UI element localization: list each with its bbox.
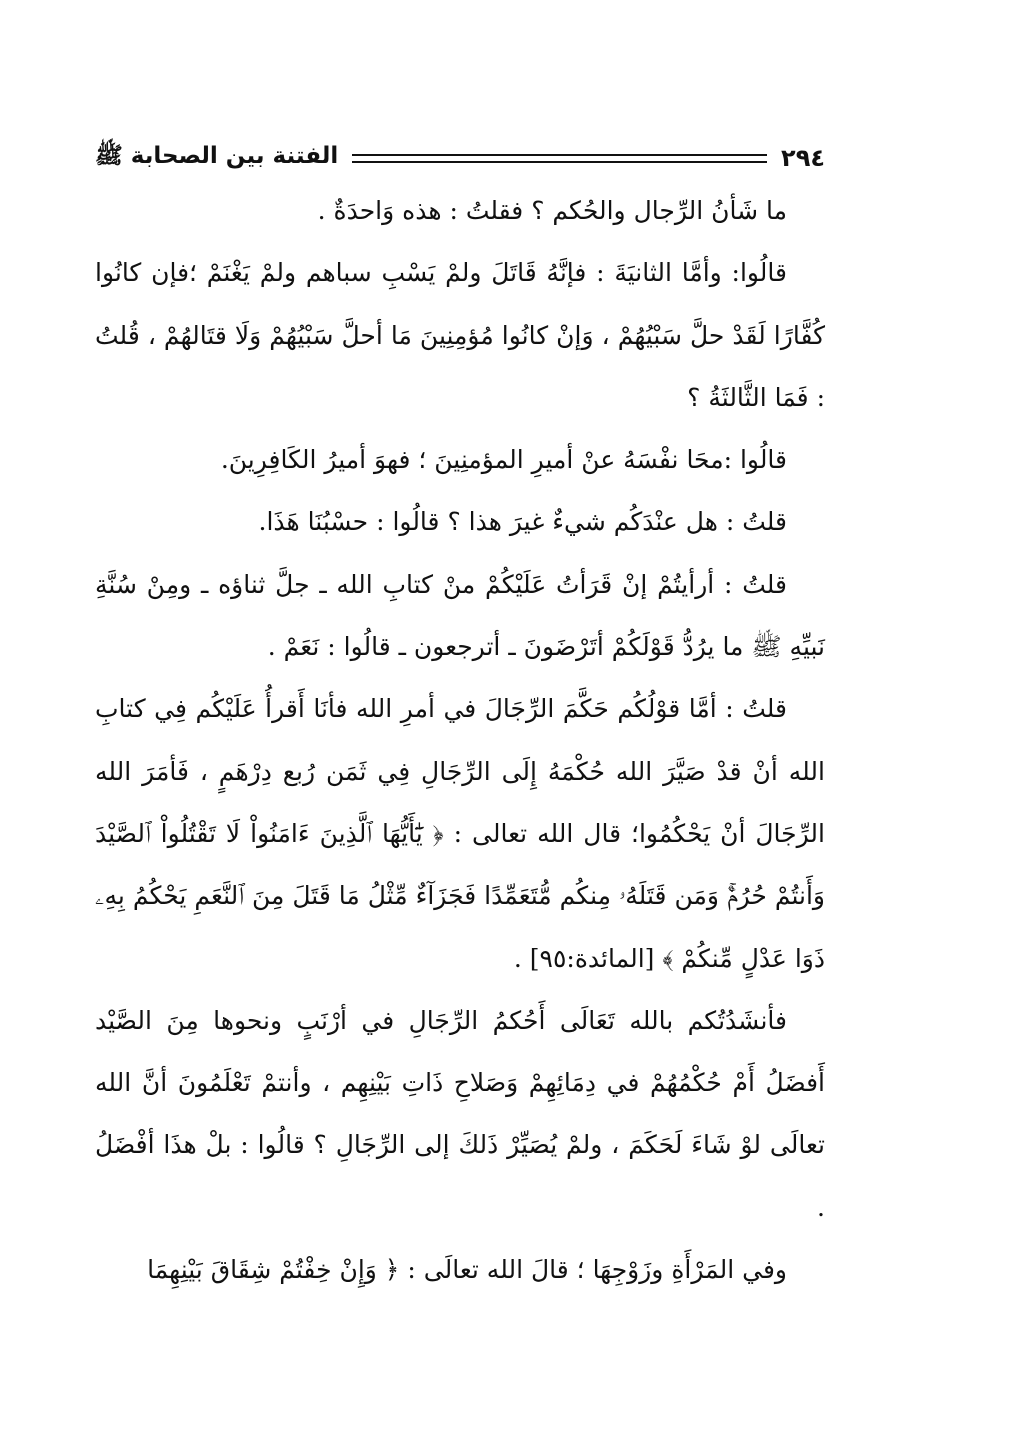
page-number: ٢٩٤ [781, 144, 825, 172]
book-page [95, 138, 825, 1301]
paragraph-3: قالُوا :محَا نفْسَهُ عنْ أميرِ المؤمنِينَ ؛ فهوَ أميرُ الكَافِرِينَ. [220, 445, 787, 475]
paragraph-4: قلتُ : هل عنْدَكُم شيءٌ غيرَ هذا ؟ قالُوا : حسْبُنَا هَذَا. [258, 507, 787, 537]
paragraph-5: قلتُ : أرأيتُمْ إنْ قَرَأتُ عَلَيْكُمْ منْ كتابِ الله ـ جلَّ ثناؤه ـ ومِنْ سُنَّةِ نَبيِّهِ ﷺ ما يرُدُّ قَوْلَكُمْ أتَرْضَونَ ـ أترجعون ـ قالُوا : نَعَمْ . [95, 569, 825, 662]
running-header [95, 138, 825, 178]
header-rule [352, 154, 767, 163]
paragraph-6: قلتُ : أمَّا قوْلُكُم حَكَّمَ الرِّجَالَ في أمرِ الله فأنَا أَقرأُ عَلَيْكُم فِي كتابِ الله أنْ قدْ صَيَّرَ الله حُكْمَهُ إِلَى الرِّجَالِ فِي ثَمَن رُبع دِرْهَمٍ ، فَأمَرَ الله الرِّجَالَ أنْ يَحْكُمُوا؛ قال الله تعالى : ﴿ يَٰٓأَيُّهَا ٱلَّذِينَ ءَامَنُواْ لَا تَقْتُلُواْ ٱلصَّيْدَ وَأَنتُمْ حُرُمٌۚ وَمَن قَتَلَهُۥ مِنكُم مُّتَعَمِّدًا فَجَزَآءٌ مِّثْلُ مَا قَتَلَ مِنَ ٱلنَّعَمِ يَحْكُمُ بِهِۦ ذَوَا عَدْلٍ مِّنكُمْ ﴾ [المائدة:٩٥] . [95, 694, 825, 973]
paragraph-8: وفي المَرْأَةِ وزَوْجِهَا ؛ قالَ الله تعالَى : ﴿ وَإِنْ خِفْتُمْ شِقَاقَ بَيْنِهِمَا [147, 1255, 787, 1285]
paragraph-1: ما شَأنُ الرِّجال والحُكم ؟ فقلتُ : هذه وَاحدَةٌ . [317, 196, 787, 225]
paragraph-2: قالُوا: وأمَّا الثانيَةَ : فإنَّهُ قَاتَلَ ولمْ يَسْبِ سباهم ولمْ يَغْنَمْ ؛فإن كانُوا كُفَّارًا لَقَدْ حلَّ سَبْيُهُمْ ، وَإنْ كانُوا مُؤمِنِينَ مَا أحلَّ سَبْيُهُمْ وَلَا قتَالهُمْ ، قُلتُ : فَمَا الثَّالثَةُ ؟ [95, 258, 825, 412]
paragraph-7: فأنشَدُتُكم بالله تَعَالَى أَحُكمُ الرِّجَالِ في أرْنَبٍ ونحوها مِنَ الصَّيْد أَفضَلُ أَمْ حُكْمُهُمْ في دِمَائِهِمْ وَصَلاحِ ذَاتِ بَيْنِهِم ، وأنتمْ تَعْلَمُونَ أنَّ الله تعالَى لوْ شَاءَ لَحَكَمَ ، ولمْ يُصَيِّرْ ذَلكَ إلى الرِّجَالِ ؟ قالُوا : بلْ هذَا أفْضَلُ . [95, 1005, 825, 1222]
body-text [95, 180, 825, 1301]
running-title: الفتنة بين الصحابة ﷺ [95, 143, 339, 169]
